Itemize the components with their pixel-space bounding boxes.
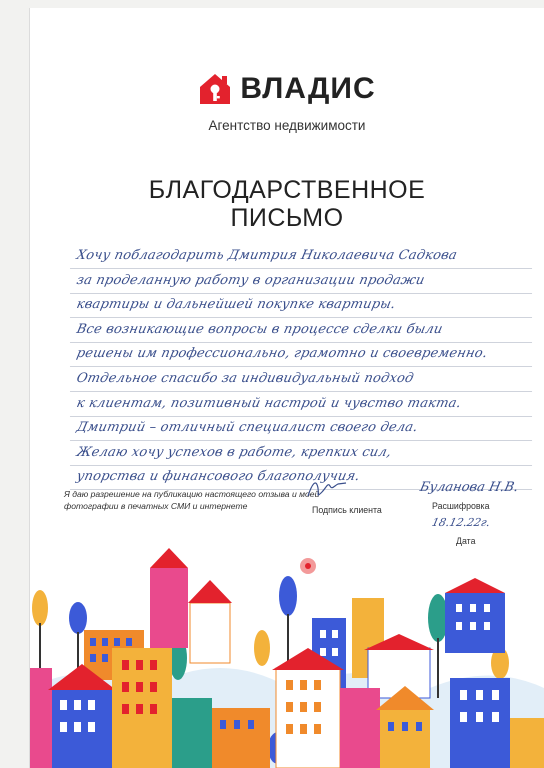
letter-title-line-2: ПИСЬМО xyxy=(230,204,344,232)
client-signature-label: Подпись клиента xyxy=(312,505,382,515)
publication-permission-note: Я даю разрешение на публикацию настоящего отзыва и моей фотографии в печатных СМИ и интернете xyxy=(64,489,320,511)
city-illustration xyxy=(30,538,544,768)
handwritten-line: квартиры и дальнейшей покупке квартиры. xyxy=(70,293,537,318)
house-key-icon xyxy=(198,72,232,106)
date-label: Дата xyxy=(456,536,476,546)
signature-decoding-label: Расшифровка xyxy=(432,501,490,511)
handwritten-line: Отдельное спасибо за индивидуальный подход xyxy=(70,367,537,392)
handwritten-line: Все возникающие вопросы в процессе сделки были xyxy=(70,318,537,343)
handwritten-line: упорства и финансового благополучия. xyxy=(70,465,537,490)
letter-sheet xyxy=(30,8,544,768)
handwritten-line: решены им профессионально, грамотно и своевременно. xyxy=(70,342,537,367)
brand-tagline: Агентство недвижимости xyxy=(208,118,366,133)
handwritten-line: к клиентам, позитивный настрой и чувство такта. xyxy=(70,392,537,417)
date-handwritten: 18.12.22г. xyxy=(430,516,492,529)
client-signature xyxy=(302,474,362,502)
handwritten-text-block xyxy=(70,244,532,490)
letter-title-line-1: БЛАГОДАРСТВЕННОЕ xyxy=(148,176,426,204)
brand-name: ВЛАДИС xyxy=(240,72,376,105)
signature-decoding-handwritten: Буланова Н.В. xyxy=(418,480,520,495)
handwritten-line: Желаю хочу успехов в работе, крепких сил, xyxy=(70,441,537,466)
brand-logo xyxy=(30,72,544,106)
handwritten-line: за проделанную работу в организации продажи xyxy=(70,269,537,294)
handwritten-line: Хочу поблагодарить Дмитрия Николаевича Садкова xyxy=(70,244,537,269)
handwritten-line: Дмитрий – отличный специалист своего дела. xyxy=(70,416,537,441)
